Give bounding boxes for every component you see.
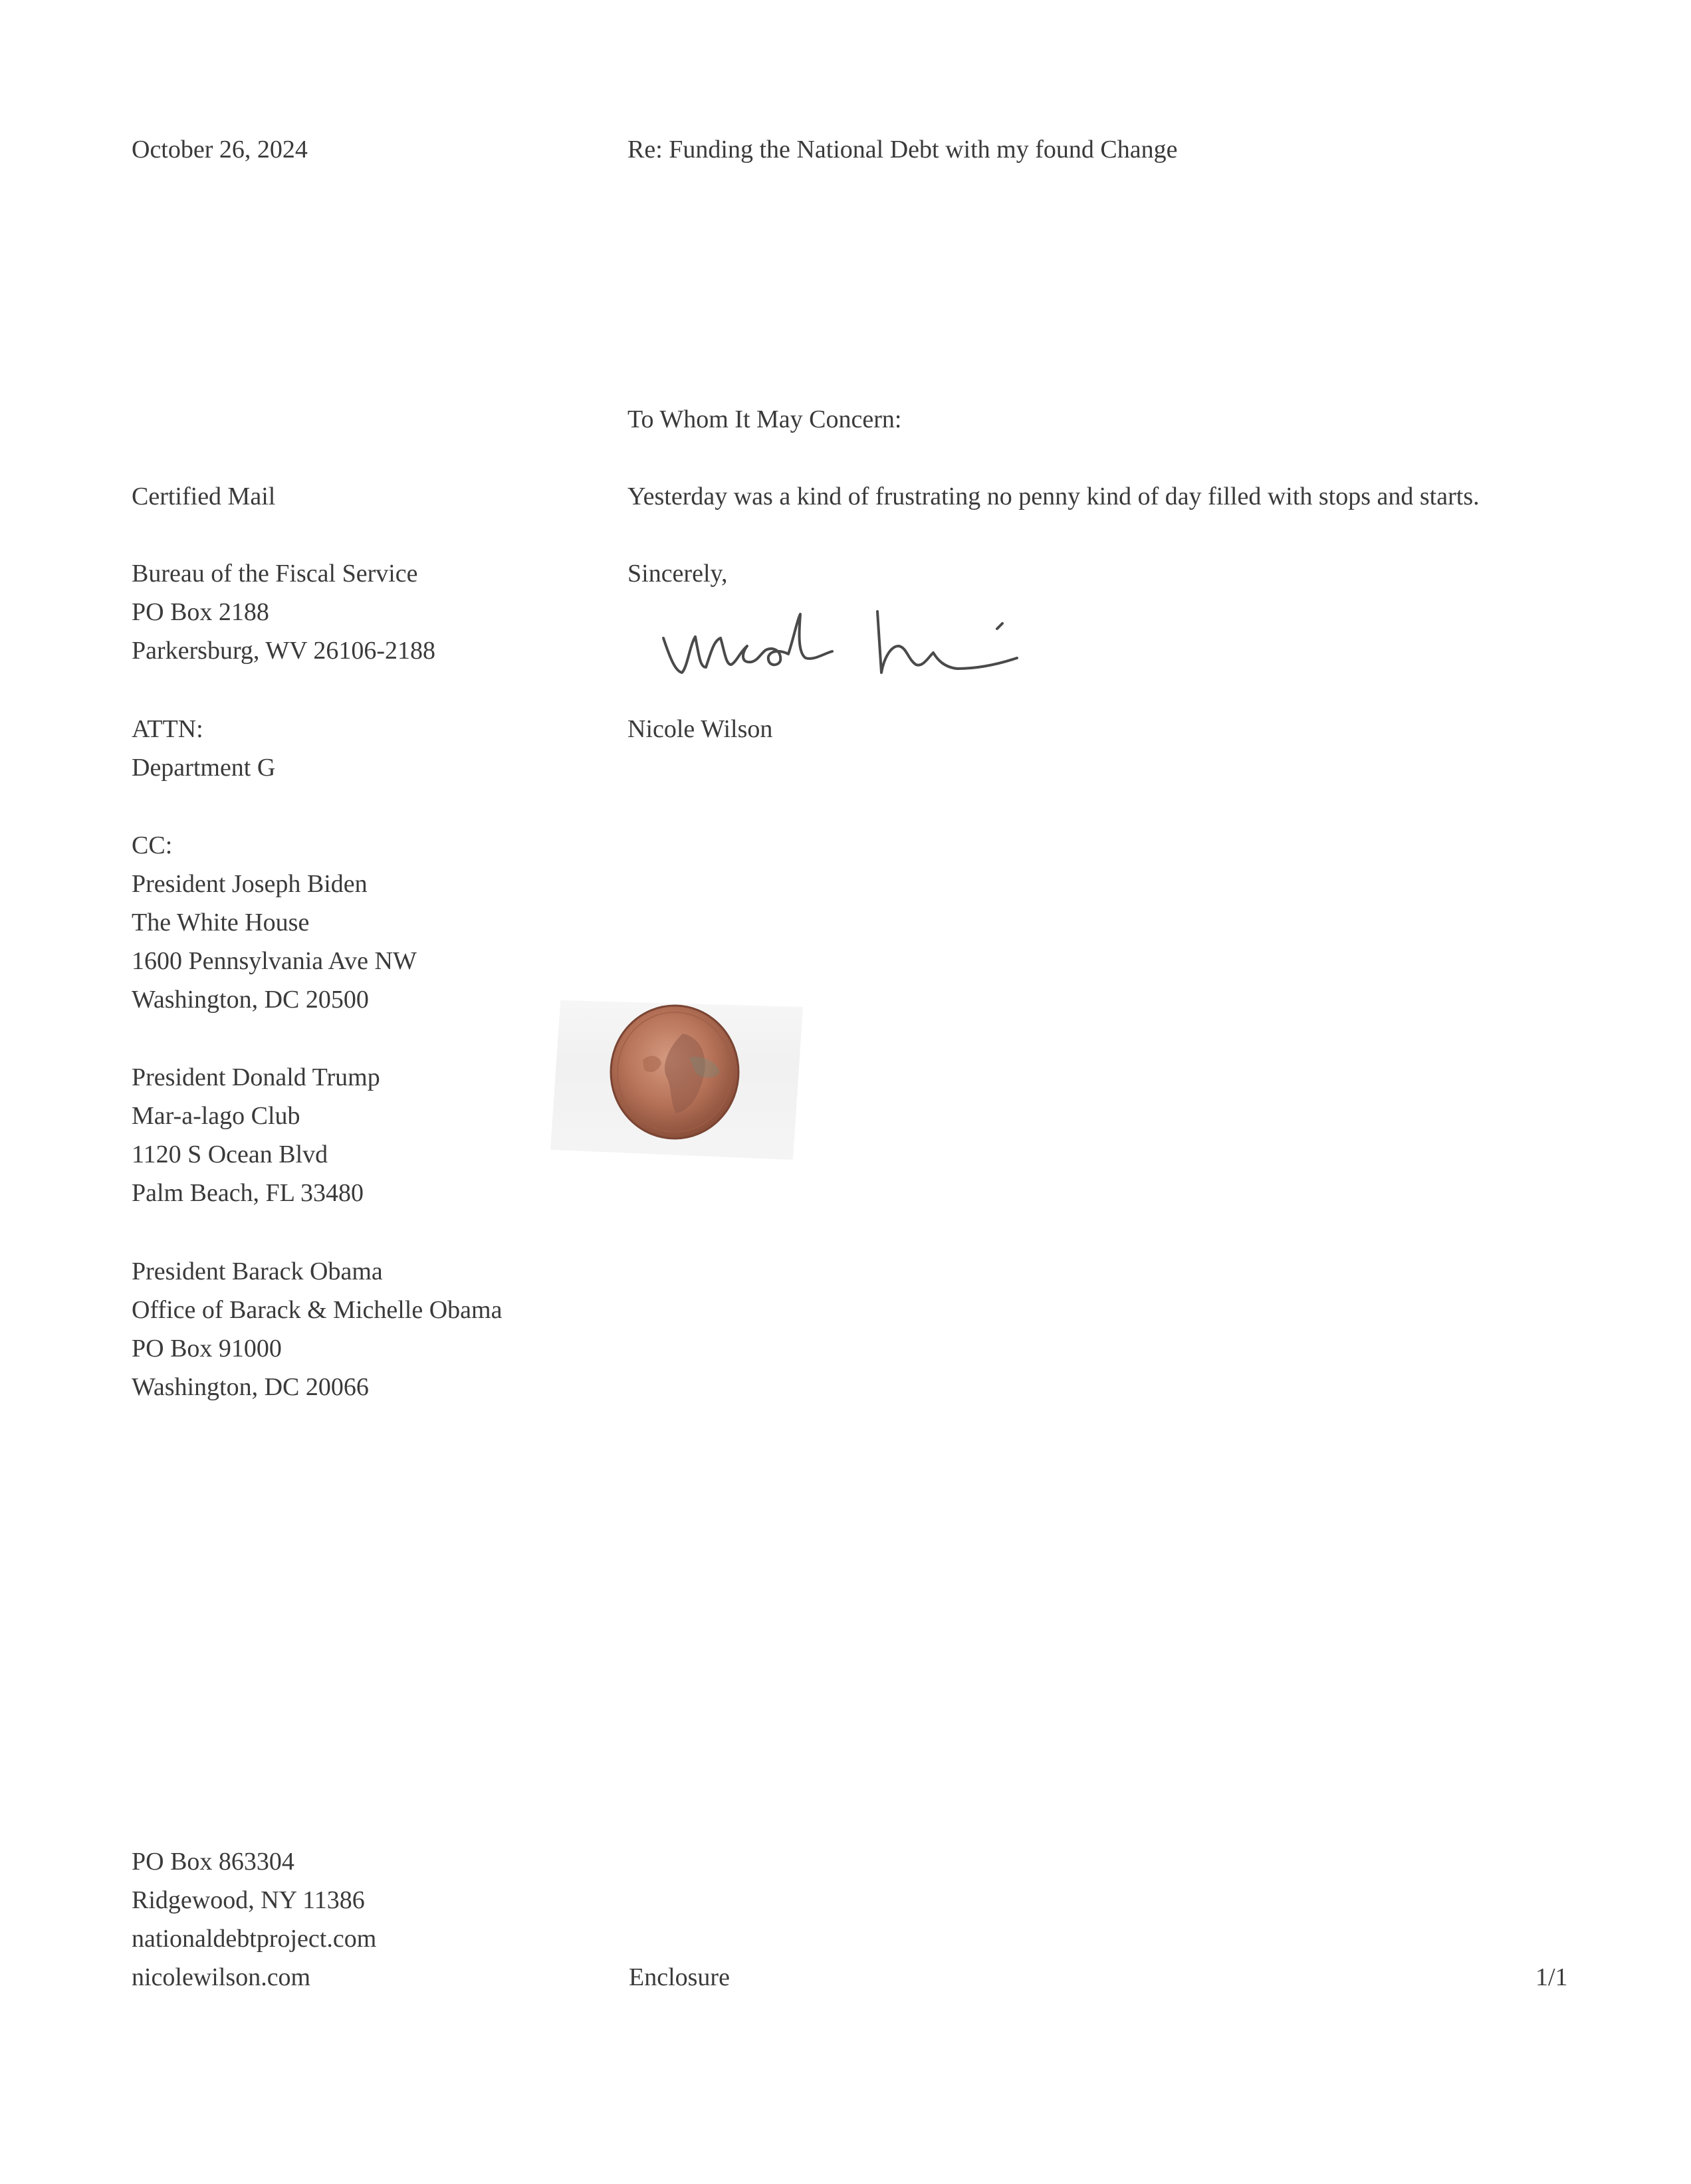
closing: Sincerely, (627, 560, 728, 588)
cc-recipient-line: Washington, DC 20066 (132, 1373, 369, 1401)
signer-name: Nicole Wilson (627, 715, 773, 743)
recipient-line: PO Box 2188 (132, 598, 269, 626)
sender-address (132, 1842, 376, 1997)
cc-block (132, 826, 417, 1019)
recipient-line: Bureau of the Fiscal Service (132, 560, 418, 588)
cc-recipient-line: President Donald Trump (132, 1063, 380, 1091)
delivery-method: Certified Mail (132, 483, 276, 510)
penny-coin-icon (603, 994, 749, 1147)
cc-recipient-line: Palm Beach, FL 33480 (132, 1179, 364, 1207)
salutation: To Whom It May Concern: (627, 405, 902, 433)
cc-recipient-line: Office of Barack & Michelle Obama (132, 1296, 503, 1324)
attn-block (132, 710, 275, 787)
page-number: 1/1 (1535, 1963, 1568, 1991)
cc-recipient-line: The White House (132, 909, 310, 936)
cc-recipient-line: PO Box 91000 (132, 1335, 282, 1363)
cc-label: CC: (132, 831, 173, 859)
sender-line: Ridgewood, NY 11386 (132, 1886, 365, 1914)
attn-value: Department G (132, 754, 276, 782)
recipient-line: Parkersburg, WV 26106-2188 (132, 637, 436, 665)
cc-recipient-line: 1120 S Ocean Blvd (132, 1141, 328, 1168)
attn-label: ATTN: (132, 715, 203, 743)
sender-website-link[interactable]: nationaldebtproject.com (132, 1925, 377, 1953)
sender-website-link[interactable]: nicolewilson.com (132, 1963, 311, 1991)
cc-recipient-3 (132, 1252, 502, 1406)
handwritten-signature (658, 598, 1030, 705)
cc-recipient-line: Mar-a-lago Club (132, 1102, 300, 1130)
letter-date: October 26, 2024 (132, 136, 308, 164)
cc-recipient-2 (132, 1058, 380, 1212)
cc-recipient-line: President Barack Obama (132, 1257, 383, 1285)
cc-recipient-line: President Joseph Biden (132, 870, 368, 898)
cc-recipient-line: 1600 Pennsylvania Ave NW (132, 947, 417, 975)
recipient-address (132, 554, 435, 670)
sender-line: PO Box 863304 (132, 1848, 294, 1876)
letter-body: Yesterday was a kind of frustrating no penny kind of day filled with stops and starts. (627, 483, 1480, 510)
cc-recipient-line: Washington, DC 20500 (132, 986, 369, 1014)
enclosure-note: Enclosure (629, 1963, 730, 1991)
letter-subject: Re: Funding the National Debt with my found Change (627, 136, 1178, 164)
